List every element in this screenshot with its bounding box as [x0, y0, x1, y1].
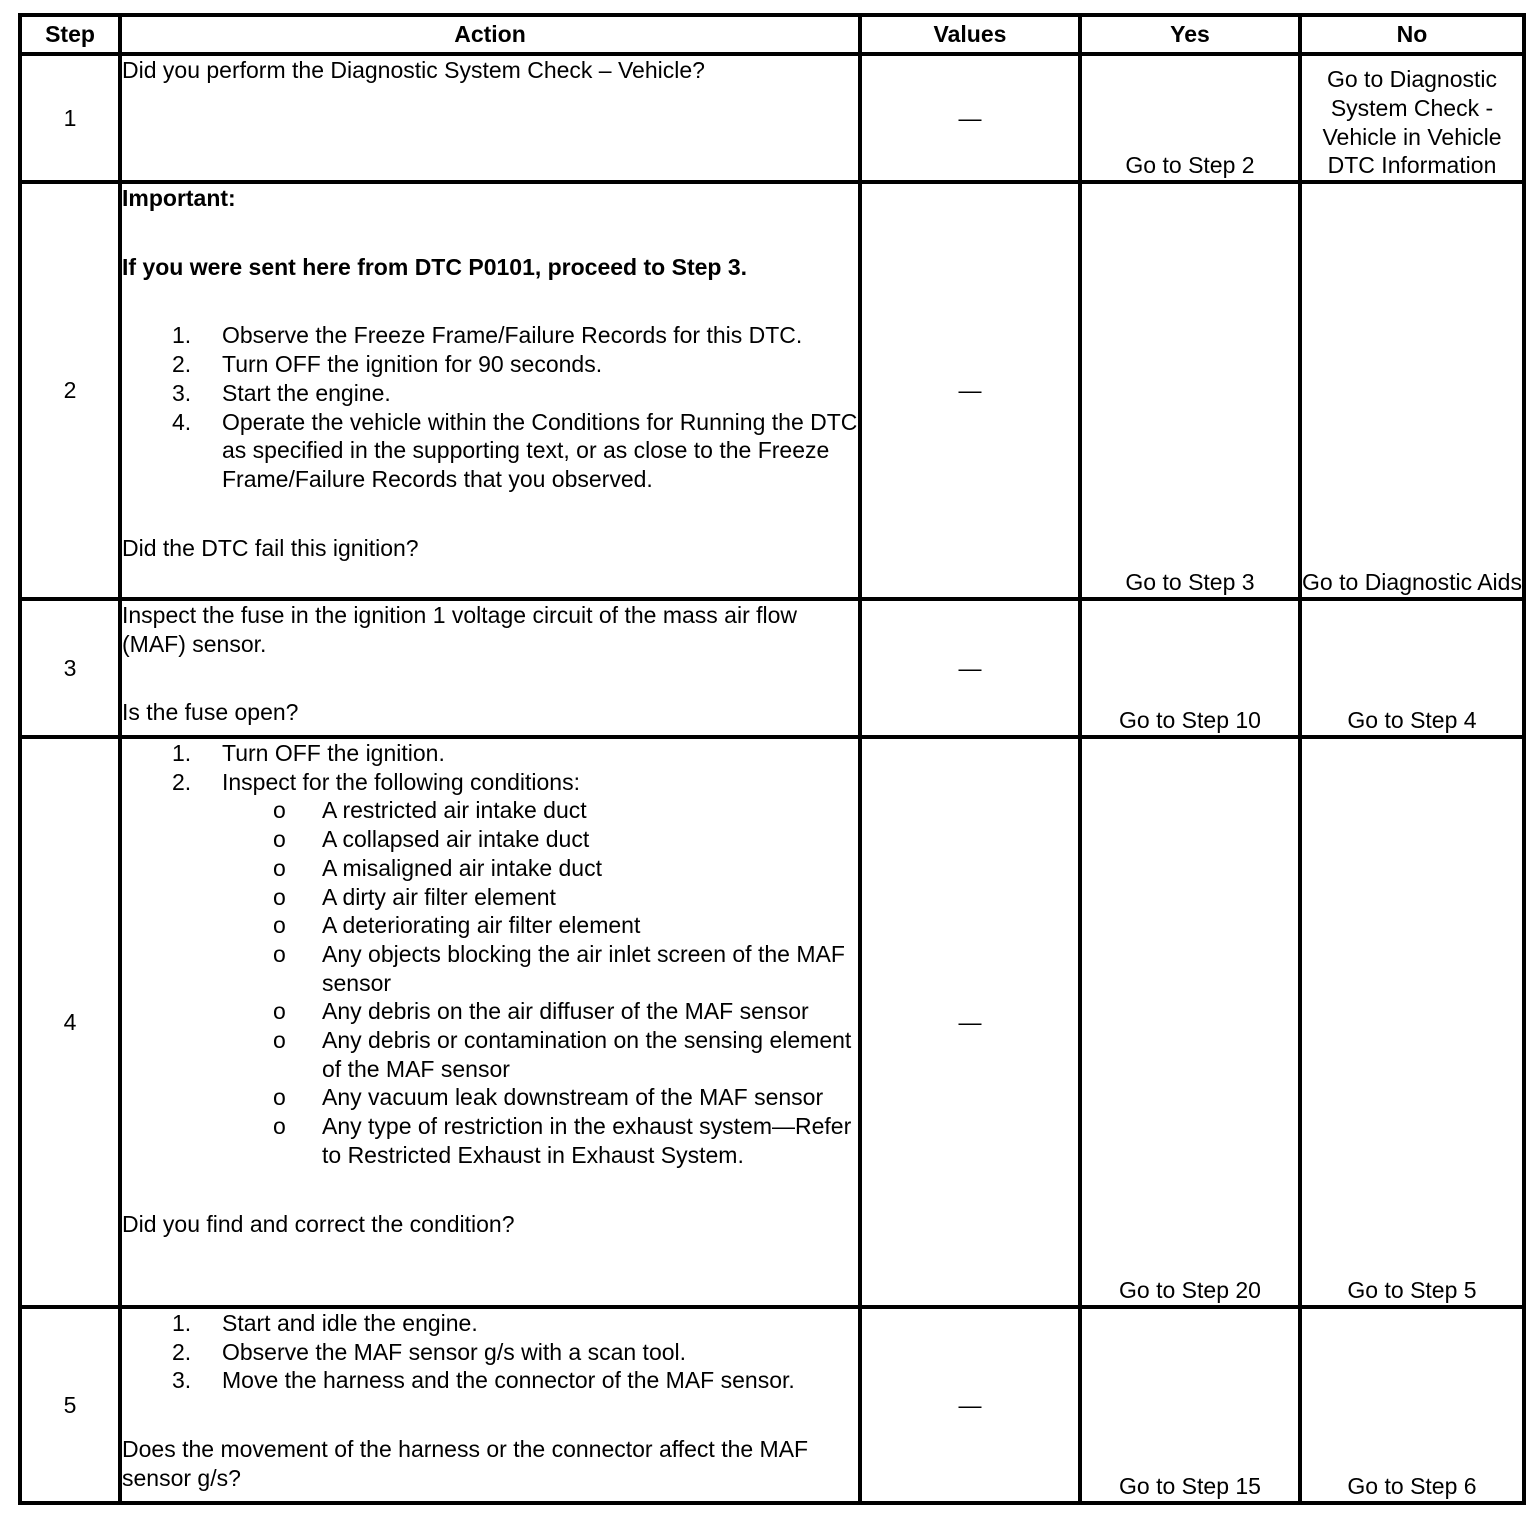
- values-cell: —: [860, 1307, 1080, 1503]
- list-number: 4.: [172, 408, 192, 435]
- table-row-step-5: [20, 1307, 1524, 1503]
- list-item: [122, 883, 858, 912]
- table-row-step-1: [20, 54, 1524, 182]
- list-text: Any vacuum leak downstream of the MAF sensor: [322, 1084, 824, 1111]
- action-cell: [120, 599, 860, 737]
- header-values: Values: [860, 15, 1080, 54]
- action-steps-list: [122, 321, 858, 493]
- step-number: 4: [20, 737, 120, 1307]
- list-number: 2.: [172, 768, 192, 795]
- list-text: Any type of restriction in the exhaust system—Refer to Restricted Exhaust in Exhaust System.: [322, 1113, 852, 1168]
- list-item: [122, 321, 858, 350]
- list-item: [122, 1026, 858, 1083]
- values-cell: —: [860, 737, 1080, 1307]
- no-cell: Go to Diagnostic System Check - Vehicle in Vehicle DTC Information: [1300, 54, 1524, 182]
- list-item: [122, 1112, 858, 1169]
- values-cell: —: [860, 54, 1080, 182]
- no-cell: Go to Step 6: [1300, 1307, 1524, 1503]
- header-step: Step: [20, 15, 120, 54]
- list-bullet: o: [273, 1113, 286, 1140]
- list-text: Start and idle the engine.: [222, 1310, 478, 1336]
- yes-cell: Go to Step 15: [1080, 1307, 1300, 1503]
- action-cell: [120, 737, 860, 1307]
- header-yes: Yes: [1080, 15, 1300, 54]
- list-number: 1.: [172, 322, 192, 349]
- list-text: Any debris on the air diffuser of the MAF sensor: [322, 998, 809, 1025]
- action-steps-list: [122, 1309, 858, 1395]
- list-item: [122, 854, 858, 883]
- action-cell: [120, 1307, 860, 1503]
- diagnostic-table: [18, 13, 1526, 1505]
- yes-cell: Go to Step 2: [1080, 54, 1300, 182]
- important-label: Important:: [122, 185, 236, 211]
- step-number: 2: [20, 182, 120, 599]
- action-question: Does the movement of the harness or the connector affect the MAF sensor g/s?: [122, 1436, 809, 1491]
- list-item: [122, 350, 858, 379]
- list-text: Start the engine.: [222, 379, 391, 406]
- values-cell: —: [860, 599, 1080, 737]
- list-bullet: o: [273, 998, 286, 1025]
- list-bullet: o: [273, 912, 286, 939]
- list-bullet: o: [273, 854, 286, 881]
- list-item: [122, 825, 858, 854]
- header-row: [20, 15, 1524, 54]
- list-number: 1.: [172, 740, 192, 766]
- list-text: Turn OFF the ignition.: [222, 740, 445, 766]
- list-number: 3.: [172, 1367, 192, 1394]
- list-item: [122, 408, 858, 494]
- important-text: If you were sent here from DTC P0101, proceed to Step 3.: [122, 253, 748, 280]
- list-number: 2.: [172, 351, 192, 378]
- list-text: A restricted air intake duct: [322, 797, 587, 824]
- yes-cell: Go to Step 20: [1080, 737, 1300, 1307]
- list-number: 2.: [172, 1338, 192, 1365]
- list-bullet: o: [273, 883, 286, 910]
- action-question: Did the DTC fail this ignition?: [122, 534, 419, 561]
- list-item: [122, 739, 858, 768]
- action-steps-list: [122, 739, 858, 796]
- no-cell: Go to Step 4: [1300, 599, 1524, 737]
- yes-cell: Go to Step 3: [1080, 182, 1300, 599]
- action-cell: [120, 182, 860, 599]
- yes-cell: Go to Step 10: [1080, 599, 1300, 737]
- list-bullet: o: [273, 1027, 286, 1054]
- list-text: A collapsed air intake duct: [322, 826, 590, 853]
- action-text: Inspect the fuse in the ignition 1 voltage circuit of the mass air flow (MAF) sensor.: [122, 602, 798, 657]
- action-question: Did you find and correct the condition?: [122, 1210, 515, 1237]
- list-text: Any objects blocking the air inlet screen of the MAF sensor: [322, 940, 845, 996]
- header-no: No: [1300, 15, 1524, 54]
- list-text: A deteriorating air filter element: [322, 912, 641, 939]
- list-text: A dirty air filter element: [322, 883, 556, 910]
- list-item: [122, 940, 858, 997]
- list-number: 3.: [172, 379, 192, 406]
- list-bullet: o: [273, 940, 286, 967]
- list-text: Observe the MAF sensor g/s with a scan tool.: [222, 1338, 687, 1365]
- list-text: Inspect for the following conditions:: [222, 768, 580, 795]
- list-bullet: o: [273, 1084, 286, 1111]
- list-item: [122, 1366, 858, 1395]
- list-item: [122, 1338, 858, 1367]
- step-number: 3: [20, 599, 120, 737]
- table-row-step-3: [20, 599, 1524, 737]
- action-question: Did you perform the Diagnostic System Check – Vehicle?: [122, 57, 705, 83]
- list-bullet: o: [273, 797, 286, 824]
- list-item: [122, 379, 858, 408]
- list-text: Operate the vehicle within the Conditions for Running the DTC as specified in the supporting text, or as close to the Freeze Frame/Failure Records that you observed.: [222, 408, 858, 492]
- list-number: 1.: [172, 1310, 192, 1336]
- list-item: [122, 911, 858, 940]
- step-number: 1: [20, 54, 120, 182]
- list-item: [122, 796, 858, 825]
- table-row-step-4: [20, 737, 1524, 1307]
- no-cell: Go to Diagnostic Aids: [1300, 182, 1524, 599]
- list-item: [122, 997, 858, 1026]
- list-text: Observe the Freeze Frame/Failure Records for this DTC.: [222, 322, 803, 349]
- action-cell: [120, 54, 860, 182]
- step-number: 5: [20, 1307, 120, 1503]
- list-text: Any debris or contamination on the sensing element of the MAF sensor: [322, 1027, 852, 1082]
- list-item: [122, 1309, 858, 1338]
- list-text: Turn OFF the ignition for 90 seconds.: [222, 351, 603, 378]
- conditions-list: [122, 796, 858, 1169]
- header-action: Action: [120, 15, 860, 54]
- table-row-step-2: [20, 182, 1524, 599]
- no-cell: Go to Step 5: [1300, 737, 1524, 1307]
- list-item: [122, 768, 858, 797]
- values-cell: —: [860, 182, 1080, 599]
- list-text: A misaligned air intake duct: [322, 854, 602, 881]
- list-item: [122, 1083, 858, 1112]
- action-question: Is the fuse open?: [122, 699, 299, 726]
- list-text: Move the harness and the connector of the MAF sensor.: [222, 1367, 795, 1394]
- list-bullet: o: [273, 826, 286, 853]
